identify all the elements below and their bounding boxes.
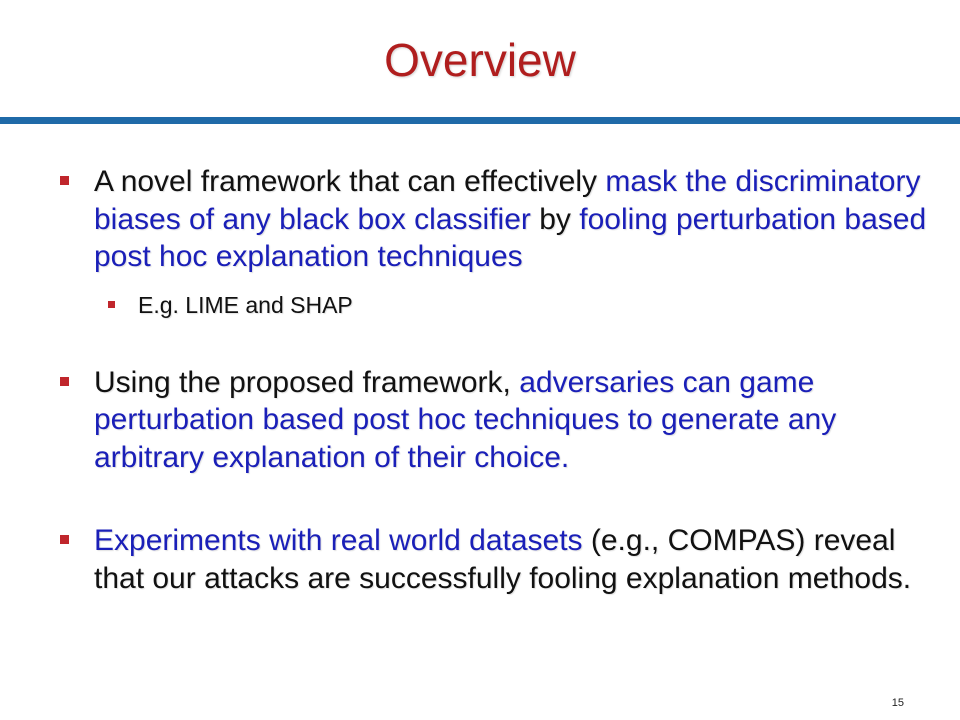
square-bullet-icon [108,301,115,308]
bullet-text: by [530,202,580,236]
bullet-text: A novel framework that can effectively [94,165,606,198]
bullet-item [56,364,936,477]
square-bullet-icon [60,535,69,544]
bullet-text: (e.g., COMPAS) reveal that our attacks are successfully fooling explanation methods. [94,524,912,595]
bullet-highlight: Experiments with real world datasets [94,524,583,557]
page-number: 15 [891,697,904,709]
bullet-highlight: mask the discriminatory biases of any black box classifier [94,165,921,236]
sub-bullet-text: E.g. LIME and SHAP [138,291,353,318]
square-bullet-icon [60,377,69,386]
square-bullet-icon [60,176,69,185]
bullet-list [56,163,936,597]
bullet-highlight: fooling perturbation based post hoc explanation techniques [94,202,927,273]
sub-bullet-item [56,290,936,320]
slide-title: Overview [384,34,576,86]
title-divider [0,117,960,124]
bullet-item [56,163,936,276]
bullet-text: Using the proposed framework, [94,365,520,399]
bullet-highlight: adversaries can game perturbation based post hoc techniques to generate any arbitrary explanation of their choice. [94,365,837,474]
bullet-item [56,522,936,597]
